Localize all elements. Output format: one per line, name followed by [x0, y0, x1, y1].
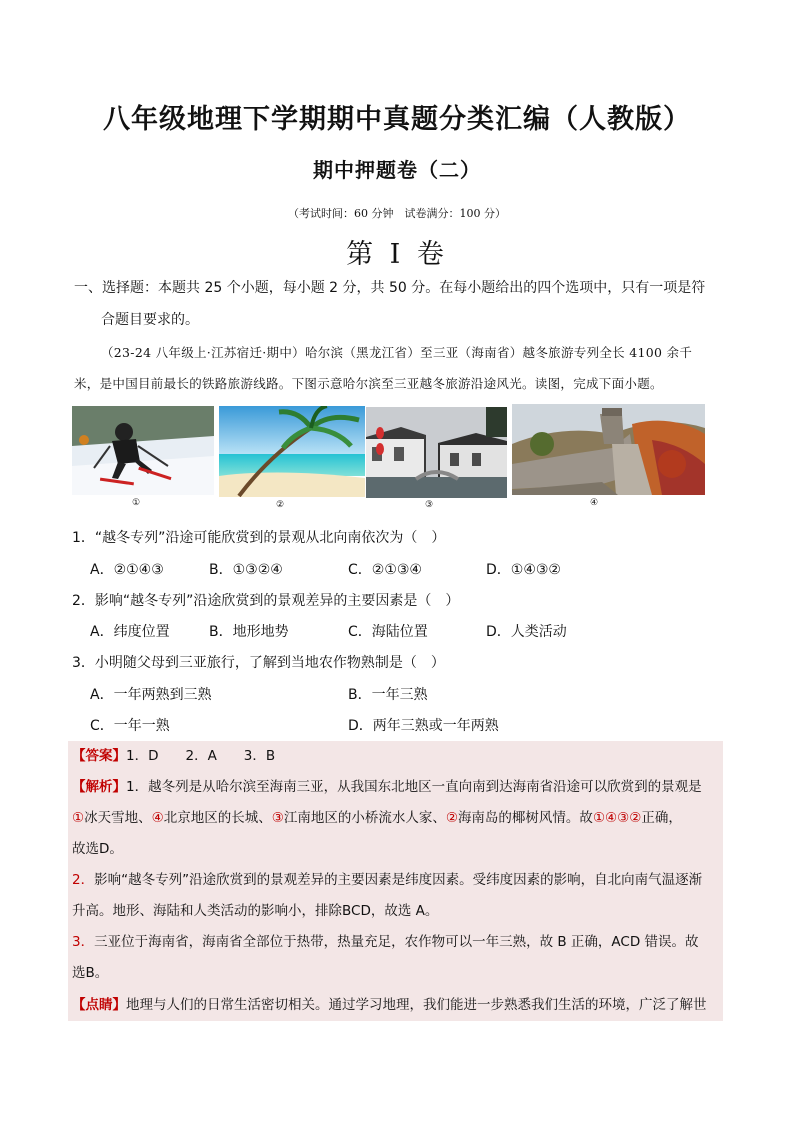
- analysis-p2-line1: [72, 865, 702, 896]
- analysis-p1-line3: 故选D。: [72, 841, 123, 857]
- circled-num-3: ③: [271, 810, 284, 826]
- analysis-p3-line1: [72, 927, 699, 958]
- photo-label-1: ①: [131, 498, 141, 508]
- analysis-line-2: [72, 803, 682, 834]
- photo-label-4: ④: [589, 498, 599, 508]
- analysis-text: 北京地区的长城、: [163, 810, 272, 826]
- question-2-option-d: D．人类活动: [486, 624, 567, 640]
- question-2-option-a: A．纬度位置: [90, 624, 170, 640]
- page-subtitle: 期中押题卷（二）: [313, 158, 481, 182]
- question-3-stem: 3．小明随父母到三亚旅行，了解到当地农作物熟制是（ ）: [72, 655, 445, 671]
- comment-line: [72, 990, 707, 1021]
- question-1-option-a: A．②①④③: [90, 562, 164, 578]
- answer-tag: 【答案】: [72, 748, 126, 764]
- analysis-text: 三亚位于海南省，海南省全部位于热带，热量充足，农作物可以一年三熟，故 B 正确，ACD 错误。故: [94, 934, 699, 950]
- comment-tag: 【点睛】: [72, 997, 126, 1013]
- question-1-option-b: B．①③②④: [209, 562, 283, 578]
- question-2-stem: 2．影响“越冬专列”沿途欣赏到的景观差异的主要因素是（ ）: [72, 593, 460, 609]
- section-instruction-line1: 一、选择题：本题共 25 个小题，每小题 2 分，共 50 分。在每小题给出的四个选项中，只有一项是符: [74, 280, 706, 296]
- section-instruction-line2: 合题目要求的。: [101, 312, 199, 328]
- question-1-stem: 1．“越冬专列”沿途可能欣赏到的景观从北向南依次为（ ）: [72, 530, 446, 546]
- question-3-option-c: C．一年一熟: [90, 718, 170, 734]
- analysis-p1-line1: 1．越冬列是从哈尔滨至海南三亚，从我国东北地区一直向南到达海南省沿途可以欣赏到的景观是: [126, 779, 702, 795]
- question-2-option-c: C．海陆位置: [348, 624, 428, 640]
- page-title: 八年级地理下学期期中真题分类汇编（人教版）: [103, 104, 691, 135]
- exam-info: （考试时间：60 分钟 试卷满分：100 分）: [288, 207, 506, 220]
- answer-text: 1．D 2．A 3．B: [126, 748, 276, 764]
- question-2-option-b: B．地形地势: [209, 624, 289, 640]
- skier-snow-photo: [72, 406, 214, 495]
- question-1-option-d: D．①④③②: [486, 562, 561, 578]
- analysis-p2-line2: 升高。地形、海陆和人类活动的影响小，排除BCD，故选 A。: [72, 903, 439, 919]
- water-town-photo: [366, 407, 507, 498]
- passage-line2: 米，是中国目前最长的铁路旅游线路。下图示意哈尔滨至三亚越冬旅游沿途风光。读图，完成下面小题。: [74, 376, 663, 391]
- comment-text: 地理与人们的日常生活密切相关。通过学习地理，我们能进一步熟悉我们生活的环境，广泛了解世: [126, 997, 707, 1013]
- question-3-option-d: D．两年三熟或一年两熟: [348, 718, 499, 734]
- analysis-text: 冰天雪地、: [84, 810, 152, 826]
- analysis-text: 正确，: [641, 810, 682, 826]
- analysis-text: 江南地区的小桥流水人家、: [283, 810, 446, 826]
- photo-label-3: ③: [424, 500, 434, 510]
- analysis-p2-number: 2．: [72, 872, 95, 888]
- analysis-text: 影响“越冬专列”沿途欣赏到的景观差异的主要因素是纬度因素。受纬度因素的影响，自北向南气温逐渐: [94, 872, 703, 888]
- circled-num-2: ②: [445, 810, 458, 826]
- circled-sequence: ①④③②: [592, 810, 642, 826]
- passage-line1: （23-24 八年级上·江苏宿迁·期中）哈尔滨（黑龙江省）至三亚（海南省）越冬旅游专列全长 4100 余千: [101, 345, 693, 360]
- analysis-tag: 【解析】: [72, 779, 126, 795]
- question-3-option-b: B．一年三熟: [348, 687, 428, 703]
- palm-beach-photo: [219, 406, 365, 497]
- analysis-line-1: [72, 772, 702, 803]
- volume-heading: 第 I 卷: [346, 239, 448, 270]
- great-wall-photo: [512, 404, 705, 495]
- circled-num-4: ④: [151, 810, 164, 826]
- question-1-option-c: C．②①③④: [348, 562, 422, 578]
- question-3-option-a: A．一年两熟到三熟: [90, 687, 212, 703]
- circled-num-1: ①: [72, 810, 85, 826]
- analysis-p3-number: 3．: [72, 934, 95, 950]
- analysis-p3-line2: 选B。: [72, 965, 109, 981]
- photo-label-2: ②: [275, 500, 285, 510]
- answer-line: [72, 741, 275, 772]
- analysis-text: 海南岛的椰树风情。故: [457, 810, 593, 826]
